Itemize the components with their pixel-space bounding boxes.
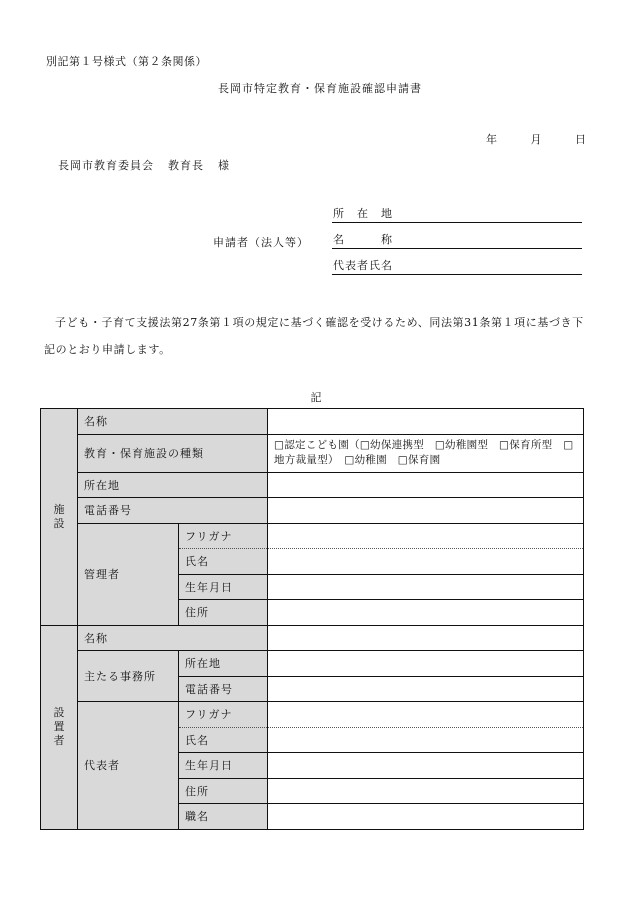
manager-birthdate-label: 生年月日 [179, 574, 268, 600]
addressee-honorific: 様 [218, 159, 230, 172]
rep-furigana-field[interactable] [268, 702, 584, 728]
rep-name-label: 氏名 [179, 727, 268, 753]
facility-location-label: 所在地 [78, 472, 268, 498]
form-number: 別記第１号様式（第２条関係） [46, 55, 207, 68]
founder-section-label: 設 置 者 [41, 625, 78, 829]
founder-representative-label: 代表者 [78, 702, 179, 830]
office-location-field[interactable] [268, 651, 584, 677]
manager-furigana-field[interactable] [268, 523, 584, 549]
manager-birthdate-field[interactable] [268, 574, 584, 600]
month-label: 月 [530, 133, 542, 146]
manager-address-label: 住所 [179, 600, 268, 626]
applicant-address-label: 所 在 地 [333, 207, 393, 220]
applicant-name-label: 名 称 [333, 233, 393, 246]
addressee-org: 長岡市教育委員会 [58, 159, 154, 172]
office-phone-field[interactable] [268, 676, 584, 702]
year-label: 年 [486, 133, 497, 146]
ki-heading: 記 [310, 391, 322, 404]
rep-address-label: 住所 [179, 778, 268, 804]
rep-title-field[interactable] [268, 804, 584, 830]
facility-phone-field[interactable] [268, 498, 584, 524]
day-label: 日 [575, 133, 586, 146]
founder-name-field[interactable] [268, 625, 584, 651]
rep-birthdate-label: 生年月日 [179, 753, 268, 779]
application-statement: 子ども・子育て支援法第27条第１項の規定に基づく確認を受けるため、同法第31条第１項に基づき下記のとおり申請します。 [44, 316, 584, 356]
applicant-rep-field[interactable] [332, 257, 582, 275]
facility-section-label: 施 設 [41, 409, 78, 626]
office-location-label: 所在地 [179, 651, 268, 677]
facility-location-field[interactable] [268, 472, 584, 498]
addressee [58, 157, 230, 173]
manager-name-field[interactable] [268, 549, 584, 575]
addressee-role: 教育長 [168, 159, 204, 172]
applicant-address-field[interactable] [332, 205, 582, 223]
facility-name-field[interactable] [268, 409, 584, 435]
rep-furigana-label: フリガナ [179, 702, 268, 728]
rep-address-field[interactable] [268, 778, 584, 804]
facility-name-label: 名称 [78, 409, 268, 435]
application-form-table [40, 408, 584, 830]
applicant-name-field[interactable] [332, 231, 582, 249]
applicant-label: 申請者（法人等） [213, 236, 309, 249]
manager-address-field[interactable] [268, 600, 584, 626]
founder-office-label: 主たる事務所 [78, 651, 179, 702]
rep-birthdate-field[interactable] [268, 753, 584, 779]
office-phone-label: 電話番号 [179, 676, 268, 702]
founder-name-label: 名称 [78, 625, 268, 651]
applicant-rep-label: 代表者氏名 [333, 259, 393, 272]
manager-name-label: 氏名 [179, 549, 268, 575]
document-title: 長岡市特定教育・保育施設確認申請書 [218, 82, 422, 95]
manager-furigana-label: フリガナ [179, 523, 268, 549]
rep-title-label: 職名 [179, 804, 268, 830]
facility-manager-label: 管理者 [78, 523, 179, 625]
facility-type-label: 教育・保育施設の種類 [78, 434, 268, 472]
date-line [486, 131, 586, 147]
rep-name-field[interactable] [268, 727, 584, 753]
facility-phone-label: 電話番号 [78, 498, 268, 524]
facility-type-options[interactable]: □認定こども園（□幼保連携型 □幼稚園型 □保育所型 □地方裁量型） □幼稚園 □保育園 [268, 434, 584, 472]
